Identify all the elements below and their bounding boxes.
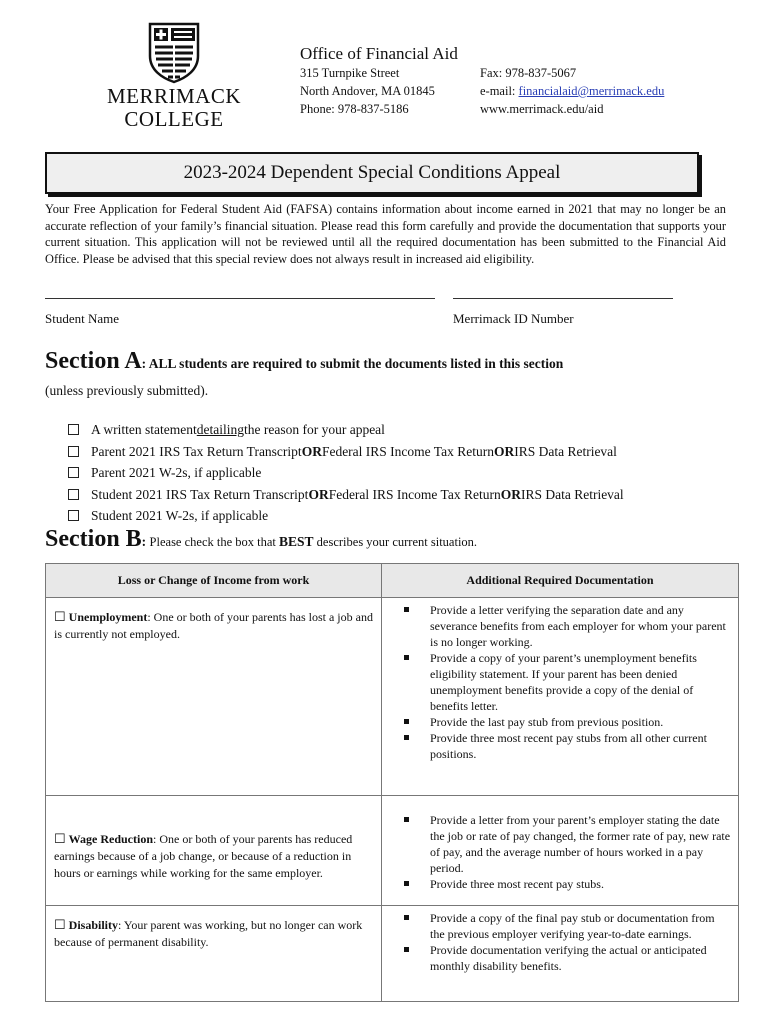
list-item: Student 2021 W-2s, if applicable (68, 505, 624, 527)
list-item: Provide documentation verifying the actual or anticipated monthly disability benefits. (404, 942, 732, 974)
college-name-line1: MERRIMACK (106, 84, 242, 108)
list-item: Provide a copy of the final pay stub or documentation from the previous employer verifying year-to-date earnings. (404, 910, 732, 942)
website: www.merrimack.edu/aid (480, 102, 604, 116)
list-item: Provide the last pay stub from previous position. (404, 714, 732, 730)
documentation-cell (382, 906, 739, 1002)
checkbox-icon[interactable] (68, 489, 79, 500)
address-city: North Andover, MA 01845 (300, 84, 435, 98)
table-row (46, 906, 739, 1002)
list-item: Parent 2021 W-2s, if applicable (68, 462, 624, 484)
id-number-line[interactable] (453, 298, 673, 299)
fax-number: Fax: 978-837-5067 (480, 66, 577, 80)
intro-paragraph: Your Free Application for Federal Student Aid (FAFSA) contains information about income earned in 2021 that may no longer be an accurate reflection of your family’s financial situation. Please read this form carefully and provide the documentation that supports your current situation. This application will not be reviewed until all the required documentation has been submitted to the Financial Aid Office. Please be advised that this special review does not always result in increased aid eligibility. (45, 202, 726, 266)
form-title: 2023-2024 Dependent Special Conditions Appeal (45, 152, 699, 194)
checkbox-icon[interactable] (68, 446, 79, 457)
college-logo (104, 22, 244, 138)
address-street: 315 Turnpike Street (300, 66, 400, 80)
condition-cell: ☐ Unemployment: One or both of your parents has lost a job and is currently not employed. (46, 598, 382, 796)
table-row (46, 598, 739, 796)
list-item: Provide three most recent pay stubs from all other current positions. (404, 730, 732, 762)
phone-number: Phone: 978-837-5186 (300, 102, 409, 116)
column-header-income: Loss or Change of Income from work (46, 564, 382, 598)
condition-cell: ☐ Wage Reduction: One or both of your parents has reduced earnings because of a job change, or because of a reduction in hours or earnings while working for the same employer. (46, 796, 382, 906)
table-row (46, 796, 739, 906)
conditions-table (45, 563, 739, 1002)
list-item: A written statement detailing the reason for your appeal (68, 419, 624, 441)
student-name-label: Student Name (45, 311, 120, 326)
list-item: Provide a copy of your parent’s unemployment benefits eligibility statement. If your parent has been denied unemployment benefits provide a copy of the denial of benefits letter. (404, 650, 732, 714)
list-item: Student 2021 IRS Tax Return Transcript OR Federal IRS Income Tax Return OR IRS Data Retrieval (68, 484, 624, 506)
section-a-subtext: (unless previously submitted). (45, 383, 209, 398)
list-item: Provide a letter from your parent’s employer stating the date the job or rate of pay changed, the former rate of pay, new rate of pay, and the average number of hours worked in a pay period. (404, 812, 732, 876)
id-number-label: Merrimack ID Number (453, 311, 574, 326)
student-name-line[interactable] (45, 298, 435, 299)
shield-crest-icon (148, 22, 200, 84)
checkbox-icon[interactable]: ☐ (54, 609, 66, 624)
condition-cell: ☐ Disability: Your parent was working, but no longer can work because of permanent disability. (46, 906, 382, 1002)
email-prefix: e-mail: (480, 84, 519, 98)
contact-block (480, 64, 664, 118)
list-item: Parent 2021 IRS Tax Return Transcript OR Federal IRS Income Tax Return OR IRS Data Retrieval (68, 441, 624, 463)
address-block (300, 64, 435, 118)
section-b-label: Section B (45, 526, 142, 552)
office-title: Office of Financial Aid (300, 44, 458, 63)
list-item: Provide three most recent pay stubs. (404, 876, 732, 892)
section-a-checklist (68, 419, 624, 527)
section-a-label: Section A (45, 348, 142, 374)
list-item: Provide a letter verifying the separation date and any severance benefits from each employer for whom your parent is no longer working. (404, 602, 732, 650)
checkbox-icon[interactable]: ☐ (54, 917, 66, 932)
section-a-heading (45, 348, 563, 375)
checkbox-icon[interactable] (68, 467, 79, 478)
email-link[interactable]: financialaid@merrimack.edu (518, 84, 665, 98)
checkbox-icon[interactable] (68, 510, 79, 521)
email-line (480, 82, 664, 100)
documentation-cell (382, 796, 739, 906)
checkbox-icon[interactable]: ☐ (54, 831, 66, 846)
documentation-cell (382, 598, 739, 796)
section-a-text: : ALL students are required to submit the documents listed in this section (141, 356, 564, 371)
college-name-line2: COLLEGE (124, 107, 224, 131)
checkbox-icon[interactable] (68, 424, 79, 435)
column-header-documentation: Additional Required Documentation (382, 564, 739, 598)
section-b-heading: Section B: Please check the box that BEST describes your current situation. (45, 526, 478, 552)
